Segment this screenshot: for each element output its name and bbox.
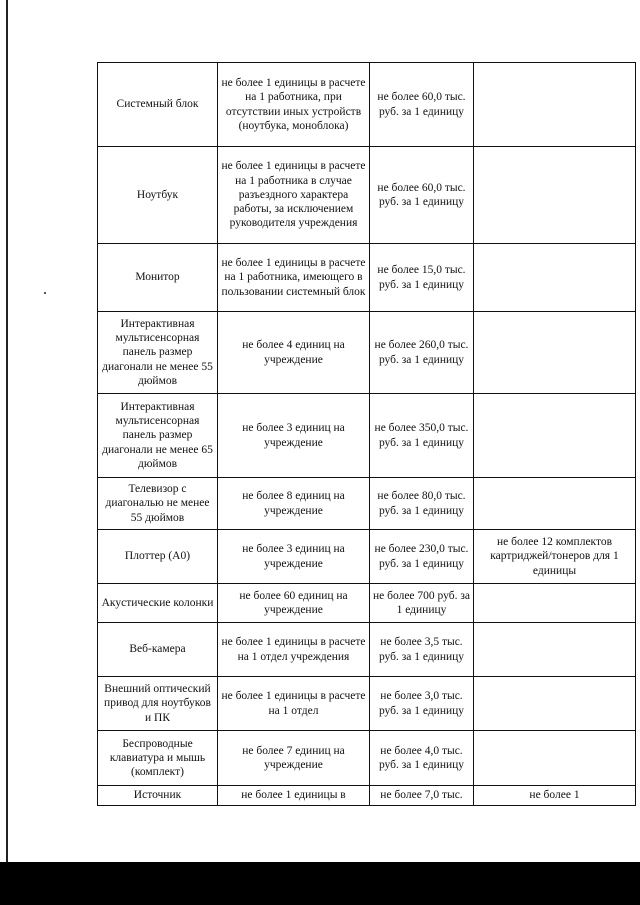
table-row	[98, 312, 636, 394]
price-limit-cell: не более 15,0 тыс. руб. за 1 единицу	[370, 244, 474, 312]
table-row	[98, 244, 636, 312]
note-cell	[474, 623, 636, 677]
price-limit-cell: не более 3,5 тыс. руб. за 1 единицу	[370, 623, 474, 677]
note-cell	[474, 584, 636, 623]
note-cell: не более 1	[474, 786, 636, 806]
note-cell	[474, 312, 636, 394]
note-cell	[474, 244, 636, 312]
scan-speck	[44, 292, 46, 294]
device-name-cell: Ноутбук	[98, 147, 218, 244]
quantity-norm-cell: не более 4 единиц на учреждение	[218, 312, 370, 394]
note-cell	[474, 63, 636, 147]
table-row	[98, 530, 636, 584]
price-limit-cell: не более 700 руб. за 1 единицу	[370, 584, 474, 623]
table-row	[98, 786, 636, 806]
scan-edge-line	[6, 0, 8, 862]
quantity-norm-cell: не более 1 единицы в расчете на 1 отдел	[218, 677, 370, 731]
price-limit-cell: не более 260,0 тыс. руб. за 1 единицу	[370, 312, 474, 394]
device-name-cell: Плоттер (А0)	[98, 530, 218, 584]
price-limit-cell: не более 80,0 тыс. руб. за 1 единицу	[370, 478, 474, 530]
note-cell	[474, 478, 636, 530]
quantity-norm-cell: не более 3 единиц на учреждение	[218, 530, 370, 584]
device-name-cell: Интерактивная мультисенсорная панель размер диагонали не менее 65 дюймов	[98, 394, 218, 478]
table-row	[98, 63, 636, 147]
price-limit-cell: не более 60,0 тыс. руб. за 1 единицу	[370, 63, 474, 147]
note-cell	[474, 147, 636, 244]
quantity-norm-cell: не более 7 единиц на учреждение	[218, 731, 370, 786]
quantity-norm-cell: не более 1 единицы в расчете на 1 работника, при отсутствии иных устройств (ноутбука, моноблока)	[218, 63, 370, 147]
device-name-cell: Беспроводные клавиатура и мышь (комплект)	[98, 731, 218, 786]
note-cell: не более 12 комплектов картриджей/тонеров для 1 единицы	[474, 530, 636, 584]
price-limit-cell: не более 230,0 тыс. руб. за 1 единицу	[370, 530, 474, 584]
quantity-norm-cell: не более 60 единиц на учреждение	[218, 584, 370, 623]
table-row	[98, 394, 636, 478]
note-cell	[474, 677, 636, 731]
table-row	[98, 677, 636, 731]
device-name-cell: Системный блок	[98, 63, 218, 147]
device-name-cell: Телевизор с диагональю не менее 55 дюймов	[98, 478, 218, 530]
quantity-norm-cell: не более 1 единицы в расчете на 1 работника в случае разъездного характера работы, за исключением руководителя учреждения	[218, 147, 370, 244]
device-name-cell: Веб-камера	[98, 623, 218, 677]
note-cell	[474, 731, 636, 786]
device-name-cell: Внешний оптический привод для ноутбуков и ПК	[98, 677, 218, 731]
price-limit-cell: не более 3,0 тыс. руб. за 1 единицу	[370, 677, 474, 731]
price-limit-cell: не более 60,0 тыс. руб. за 1 единицу	[370, 147, 474, 244]
quantity-norm-cell: не более 1 единицы в расчете на 1 работника, имеющего в пользовании системный блок	[218, 244, 370, 312]
note-cell	[474, 394, 636, 478]
table-row	[98, 147, 636, 244]
price-limit-cell: не более 350,0 тыс. руб. за 1 единицу	[370, 394, 474, 478]
price-limit-cell: не более 7,0 тыс.	[370, 786, 474, 806]
quantity-norm-cell: не более 1 единицы в	[218, 786, 370, 806]
price-limit-cell: не более 4,0 тыс. руб. за 1 единицу	[370, 731, 474, 786]
scan-bottom-band	[0, 862, 640, 905]
table-row	[98, 731, 636, 786]
table-row	[98, 623, 636, 677]
quantity-norm-cell: не более 3 единиц на учреждение	[218, 394, 370, 478]
table-row	[98, 584, 636, 623]
device-name-cell: Интерактивная мультисенсорная панель размер диагонали не менее 55 дюймов	[98, 312, 218, 394]
device-name-cell: Акустические колонки	[98, 584, 218, 623]
device-name-cell: Монитор	[98, 244, 218, 312]
quantity-norm-cell: не более 8 единиц на учреждение	[218, 478, 370, 530]
device-name-cell: Источник	[98, 786, 218, 806]
quantity-norm-cell: не более 1 единицы в расчете на 1 отдел учреждения	[218, 623, 370, 677]
equipment-norms-table	[97, 62, 636, 806]
table-row	[98, 478, 636, 530]
